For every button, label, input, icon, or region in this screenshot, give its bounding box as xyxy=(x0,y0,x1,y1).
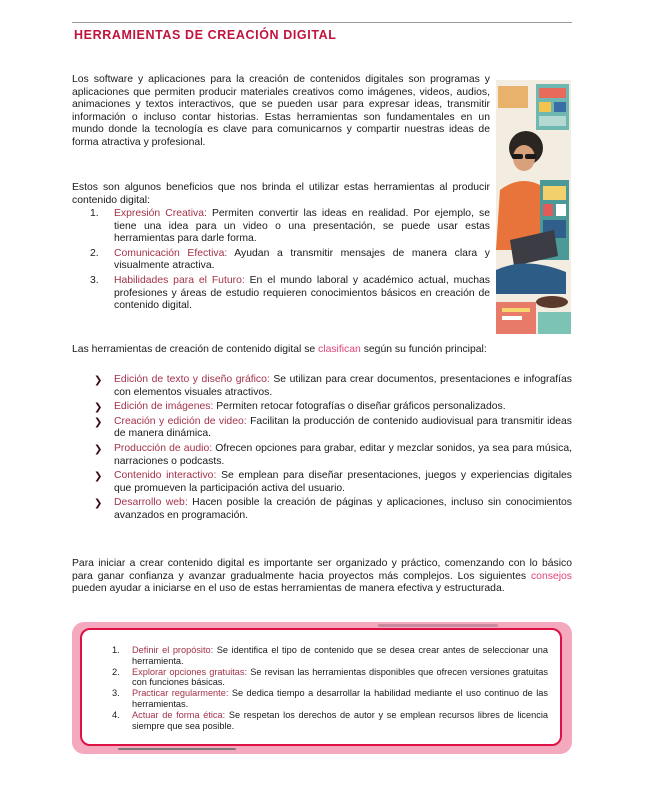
list-item: 4. Actuar de forma ética: Se respetan los derechos de autor y se emplean recursos libres de licencia siempre que sea posible. xyxy=(112,709,548,731)
list-item: ❯ Creación y edición de video: Facilitan la producción de contenido audiovisual para transmitir ideas de manera dinámica. xyxy=(94,415,572,440)
benefit-term: Comunicación Efectiva: xyxy=(114,247,228,259)
list-item: ❯ Edición de texto y diseño gráfico: Se utilizan para crear documentos, presentaciones e infografías con elementos visuales atractivos. xyxy=(94,374,572,398)
benefits-lead: Estos son algunos beneficios que nos brinda el utilizar estas herramientas al producir contenido digital: xyxy=(72,182,490,206)
list-item: ❯ Producción de audio: Ofrecen opciones para grabar, editar y mezclar sonidos, ya sea para música, narraciones o podcasts. xyxy=(94,442,572,467)
tips-box-underline xyxy=(118,748,236,750)
list-item: 3. Habilidades para el Futuro: En el mundo laboral y académico actual, muchas profesiones y áreas de estudio requieren conocimientos básicos en creación de contenido digital. xyxy=(90,274,490,312)
closing-paragraph: Para iniciar a crear contenido digital es importante ser organizado y práctico, comenzando con lo básico para ganar confianza y avanzar gradualmente hacia proyectos más complejos. Los siguientes consejos pueden ayudar a iniciarse en el uso de estas herramientas de manera efectiva y estructurada. xyxy=(72,558,572,595)
tips-list xyxy=(112,645,548,731)
chevron-bullet-icon: ❯ xyxy=(94,498,103,510)
list-item: 3. Practicar regularmente: Se dedica tiempo a desarrollar la habilidad mediante el uso continuo de las herramientas. xyxy=(112,688,548,709)
chevron-bullet-icon: ❯ xyxy=(94,443,103,455)
list-item: 1. Expresión Creativa: Permiten convertir las ideas en realidad. Por ejemplo, se tiene una idea para un video o una presentación, se puede usar estas herramientas para darle forma. xyxy=(90,208,491,245)
tips-box-accent xyxy=(378,624,498,627)
benefit-term: Expresión Creativa: xyxy=(114,208,207,219)
classify-paragraph: Las herramientas de creación de contenido digital se clasifican según su función principal: xyxy=(72,344,487,355)
chevron-bullet-icon: ❯ xyxy=(94,402,103,414)
benefits-list xyxy=(90,208,490,315)
list-item: ❯ Desarrollo web: Hacen posible la creación de páginas y aplicaciones, incluso sin conocimientos avanzados en programación. xyxy=(94,497,572,521)
list-item: ❯ Edición de imágenes: Permiten retocar fotografías o diseñar gráficos personalizados. xyxy=(94,401,506,414)
tool-types-list xyxy=(90,374,572,525)
list-item: ❯ Contenido interactivo: Se emplean para diseñar presentaciones, juegos y experiencias digitales que promueven la participación activa del usuario. xyxy=(94,470,572,494)
chevron-bullet-icon: ❯ xyxy=(94,375,103,386)
classify-highlight: clasifican xyxy=(318,344,361,355)
page-title: HERRAMIENTAS DE CREACIÓN DIGITAL xyxy=(74,28,337,42)
chevron-bullet-icon: ❯ xyxy=(94,471,103,483)
list-item: 2. Comunicación Efectiva: Ayudan a transmitir mensajes de manera clara y visualmente atractiva. xyxy=(90,247,490,272)
intro-paragraph: Los software y aplicaciones para la creación de contenidos digitales son programas y aplicaciones que permiten producir materiales creativos como imágenes, videos, audios, animaciones y textos interactivos, que se pueden usar para expresar ideas, transmitir información o incluso contar historias. Estas herramientas son fundamentales en un mundo donde la tecnología es clave para comunicarnos y compartir nuestras ideas de forma atractiva y profesional. xyxy=(72,74,490,148)
creator-illustration xyxy=(496,80,571,334)
top-divider xyxy=(72,22,572,23)
list-item: 1. Definir el propósito: Se identifica el tipo de contenido que se desea crear antes de seleccionar una herramienta. xyxy=(112,645,548,666)
benefit-term: Habilidades para el Futuro: xyxy=(114,274,245,286)
chevron-bullet-icon: ❯ xyxy=(94,416,103,428)
list-item: 2. Explorar opciones gratuitas: Se revisan las herramientas disponibles que ofrecen versiones gratuitas con funciones básicas. xyxy=(112,666,548,688)
closing-highlight: consejos xyxy=(530,570,572,582)
